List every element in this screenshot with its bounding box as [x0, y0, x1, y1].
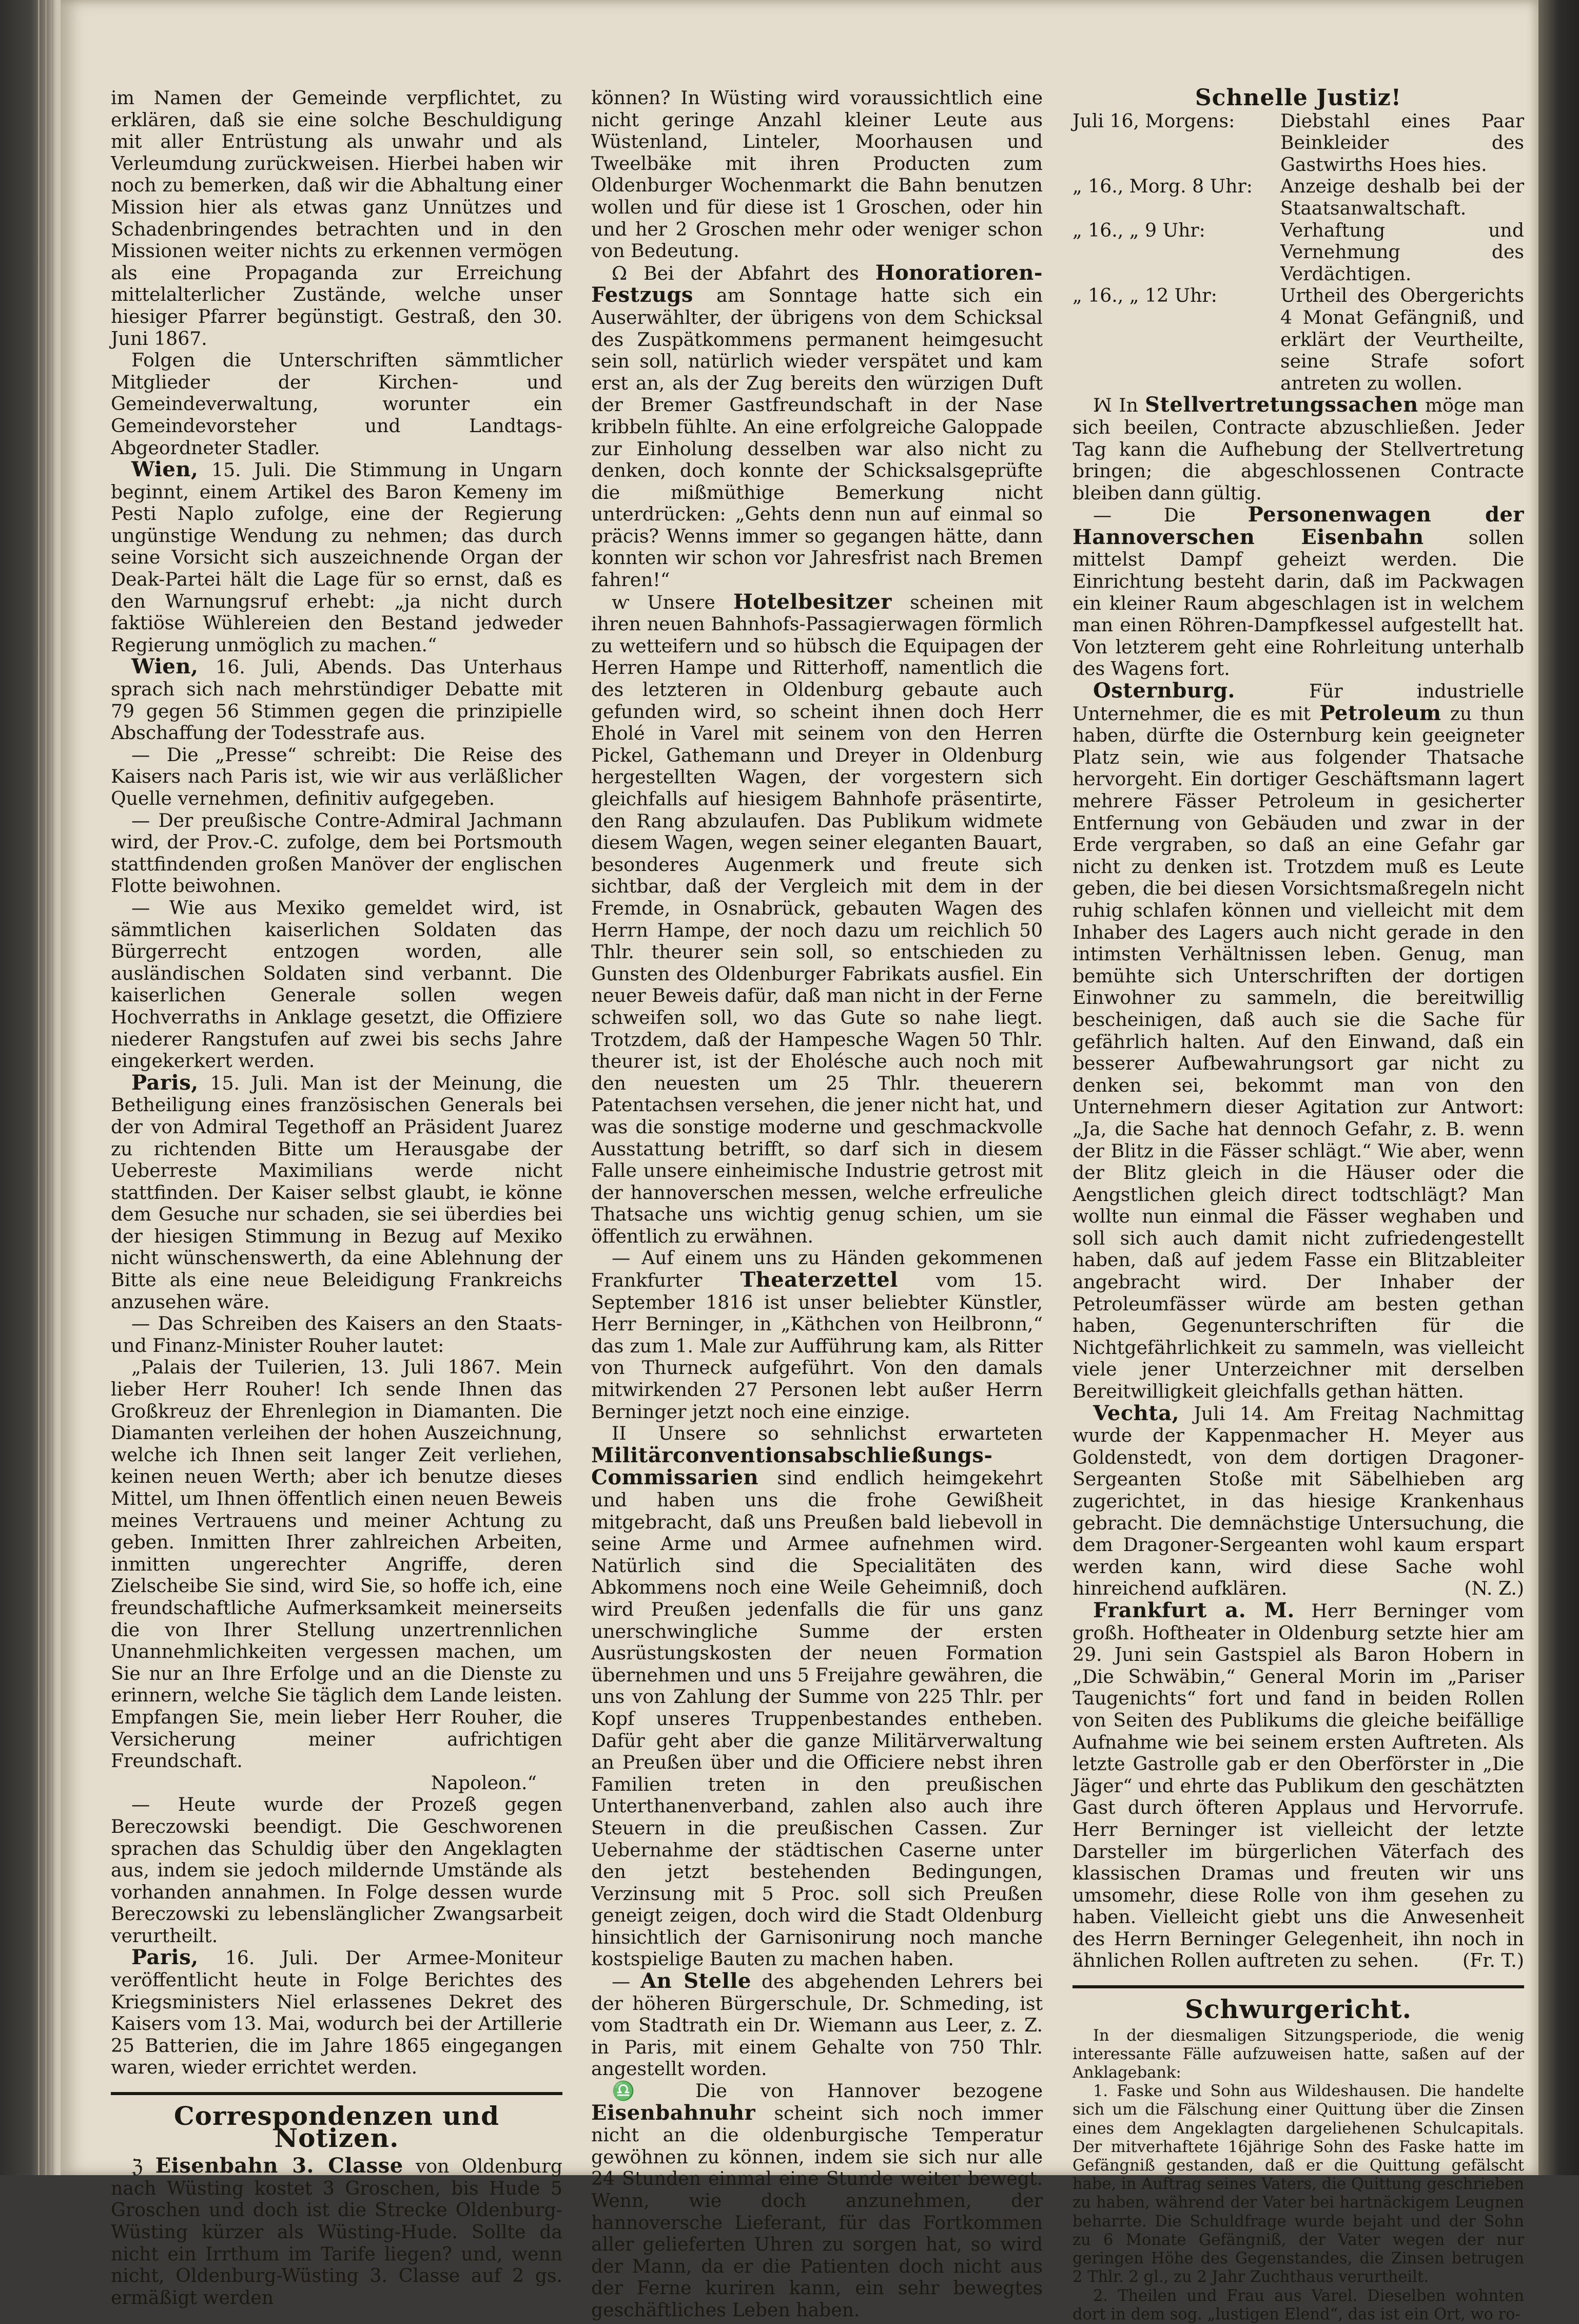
- news-text: In: [1112, 394, 1145, 417]
- news-text: —: [612, 1970, 641, 1993]
- table-cell-event: Verhaftung und Vernehmung des Verdächtigen.: [1280, 219, 1524, 285]
- keyword: An Stelle: [640, 1969, 751, 1993]
- news-text: von Oldenburg nach Wüsting kostet 3 Groschen, bis Hude 5 Groschen und doch ist die Strecke Oldenburg-Wüsting kürzer als Wüsting-Hude. Sollte da nicht ein Irrthum im Tarife liegen? und, wenn nicht, Oldenburg-Wüsting 3. Classe auf 2 gs. ermäßigt werden: [111, 2155, 562, 2309]
- news-text: — Auf einem uns zu Händen gekommenen Frankfurter: [591, 1247, 1043, 1292]
- table-row: [1073, 220, 1524, 285]
- keyword: Theaterzettel: [740, 1268, 898, 1292]
- notice-honoratioren: [591, 262, 1043, 591]
- keyword: Militärconventionsabschließungs-Commissarien: [591, 1443, 993, 1490]
- justiz-table: [1073, 110, 1524, 395]
- table-row: [1073, 110, 1524, 176]
- notice-uhr: [591, 2080, 1043, 2321]
- court-paragraph: 1. Faske und Sohn aus Wildeshausen. Die handelte sich um die Fälschung einer Quittung über die Zinsen eines dem Angeklagten dargeliehenen Schulcapitals. Der mitverhaftete 16jährige Sohn des Faske hatte im Gefängniß gestanden, daß er die Quittung gefälscht habe, in Auftrag seines Vaters, die Quittung geschrieben zu haben, während der Vater bei hartnäckigem Leugnen beharrte. Die Schuldfrage wurde bejaht und der Sohn zu 6 Monate Gefängniß, der Vater wegen der nur geringen Höhe des Gegenstandes, die Zinsen betrugen 2 Thlr. 2 gl., zu 2 Jahr Zuchthaus verurtheilt.: [1073, 2082, 1524, 2287]
- news-item-jachmann: — Der preußische Contre-Admiral Jachmann wird, der Prov.-C. zufolge, dem bei Portsmouth stattfindenden großen Manöver der englischen Flotte beiwohnen.: [111, 809, 562, 897]
- table-cell-time: „ 16., „ 12 Uhr:: [1073, 284, 1217, 307]
- notice-personenwagen: [1073, 504, 1524, 680]
- news-item-paris-2: [111, 1947, 562, 2079]
- court-paragraph: 2. Theilen und Frau aus Varel. Dieselben wohnten dort in dem sog. „lustigen Elend“, das ist ein Ort, wo ro-: [1073, 2287, 1524, 2323]
- news-text: Bei der Abfahrt des: [627, 262, 875, 284]
- news-item-mexiko: — Wie aus Mexiko gemeldet wird, ist sämmtlichen kaiserlichen Soldaten das Bürgerrecht entzogen worden, alle ausländischen Soldaten sind verbannt. Die kaiserlichen Generale sollen wegen Hochverraths in Anklage gesetzt, die Offiziere niederer Rangstufen auf zwei bis sechs Jahre eingekerkert werden.: [111, 896, 562, 1072]
- news-text: 15. Juli. Man ist der Meinung, die Betheiligung eines französischen Generals bei der von Admiral Tegethoff an Präsident Juarez zu richtenden Bitte um Herausgabe der Ueberreste Maximilians werde nicht stattfinden. Der Kaiser selbst glaubt, ie könne dem Gesuche nur schaden, sie sei überdies bei der hiesigen Stimmung in Bezug auf Mexiko nicht wünschenswerth, da eine Ablehnung der Bitte als eine neue Beleidigung Frankreichs anzusehen wäre.: [111, 1072, 562, 1313]
- notice-stellvertretung: [1073, 394, 1524, 504]
- dateline: Paris,: [131, 1945, 199, 1970]
- news-text: Die von Hannover bezogene: [662, 2080, 1043, 2102]
- news-text: scheint sich noch immer nicht an die oldenburgische Temperatur gewöhnen zu können, indem sie sich nur alle 24 Stunden einmal eine Stunde weiter bewegt. Wenn, wie doch anzunehmen, der hannoversche Lieferant, für das Fortkommen aller gelieferten Uhren zu sorgen hat, so wird der Mann, da er die Patienten doch nicht aus der Ferne kuriren kann, ein sehr bewegtes geschäftliches Leben haben.: [591, 2102, 1043, 2321]
- scan-border-right: [1538, 0, 1579, 2175]
- news-text: möge man sich beeilen, Contracte abzuschließen. Jeder Tag kann die Aufhebung der Stellvertretung bringen; die abgeschlossenen Contracte bleiben dann gültig.: [1073, 394, 1525, 504]
- news-text: Unsere: [629, 591, 733, 613]
- table-cell-time: Juli 16, Morgens:: [1073, 109, 1235, 132]
- news-item-presse: — Die „Presse“ schreibt: Die Reise des Kaisers nach Paris ist, wie wir aus verläßlicher Quelle vernehmen, definitiv aufgegeben.: [111, 743, 562, 809]
- notice-mark: ℨ: [131, 2155, 143, 2178]
- news-text: Für industrielle Unternehmer, die es mit: [1073, 680, 1524, 725]
- notice-mark: ꟽ: [1093, 394, 1113, 417]
- news-text: sollen mittelst Dampf geheizt werden. Die Einrichtung besteht darin, daß im Packwagen ein kleiner Raum abgeschlagen ist in welchem man einen Röhren-Dampfkessel aufgestellt hat. Von letzterem geht eine Rohrleitung unterhalb des Wagens fort.: [1073, 526, 1524, 680]
- table-cell-time: „ 16., „ 9 Uhr:: [1073, 219, 1205, 241]
- section-heading: Correspondenzen und Notizen.: [173, 2101, 500, 2153]
- dateline: Wien,: [131, 654, 199, 679]
- notice-mark: ⱳ: [612, 591, 629, 613]
- news-item-prozess: — Heute wurde der Prozeß gegen Bereczowski beendigt. Die Geschworenen sprachen das Schuldig über den Angeklagten aus, indem sie jedoch mildernde Umstände als vorhanden annahmen. In Folge dessen wurde Bereczowski zu lebenslänglicher Zwangsarbeit verurtheilt.: [111, 1793, 562, 1947]
- keyword: Eisenbahnuhr: [591, 2100, 756, 2125]
- table-cell-event: Urtheil des Obergerichts 4 Monat Gefängniß, und erklärt der Veurtheilte, seine Strafe sofort antreten zu wollen.: [1280, 284, 1524, 394]
- page-edge: [38, 0, 40, 2175]
- court-paragraph: In der diesmaligen Sitzungsperiode, die wenig interessante Fälle aufzuweisen hatte, saßen auf der Anklagebank:: [1073, 2026, 1524, 2082]
- table-cell-event: Diebstahl eines Paar Beinkleider des Gastwirths Hoes hies.: [1280, 109, 1524, 176]
- news-text: am Sonntage hatte sich ein Auserwählter, der übrigens von dem Schicksal des Zuspätkommens permanent heimgesucht sein soll, natürlich wieder verspätet und kam erst an, als der Zug bereits den würzigen Duft der Bremer Gastfreundschaft in der Nase kribbeln fühlte. An eine erfolgreiche Galoppade zur Einholung desselben war also nicht zu denken, doch konnte der Schicksalsgeprüfte die mißmüthige Bemerkung nicht unterdrücken: „Gehts denn nun auf einmal so präcis? Wenns immer so gegangen hätte, dann konnten wir schon vor Jahresfrist nach Bremen fahren!“: [591, 284, 1043, 591]
- news-item-wien-1: [111, 459, 562, 656]
- news-text: zu thun haben, dürfte die Osternburg kein geeigneter Platz sein, wie aus folgender Thatsache hervorgeht. Ein dortiger Geschäftsmann lagert mehrere Fässer Petroleum in gesicherter Entfernung von Gebäuden und zwar in der Erde vergraben, so daß an eine Gefahr gar nicht zu denken ist. Trotzdem muß es Leute geben, die bei diesen Vorsichtsmaßregeln nicht ruhig schlafen können und vielleicht mit dem Inhaber des Lagers auch nicht gerade in den intimsten Verhältnissen leben. Genug, man bemühte sich Unterschriften der dortigen Einwohner zu sammeln, die bereitwillig bescheinigen, daß auch sie die Sache für gefährlich halten. Auf den Einwand, daß ein besserer Aufbewahrungsort gar nicht zu denken sei, bekommt man von den Unternehmern dieser Agitation zur Antwort: „Ja, die Sache hat dennoch Gefahr, z. B. wenn der Blitz in die Fässer schlägt.“ Wie aber, wenn der Blitz gleich in die Häuser oder die Aengstlichen gleich direct todtschlägt? Man wollte nun einmal die Fässer weghaben und soll sich auch damit nicht zufriedengestellt haben, daß auf jedem Fasse ein Blitzableiter angebracht wird. Der Inhaber der Petroleumfässer würde am besten gethan haben, Gegenunterschriften für die Nichtgefährlichkeit zu sammeln, was vielleicht viele jener Unterzeichner mit derselben Bereitwilligkeit gleichfalls gethan hätten.: [1073, 702, 1524, 1403]
- news-text: — Die: [1093, 504, 1248, 527]
- news-text: Unsere so sehnlichst erwarteten: [626, 1422, 1043, 1445]
- dateline: Vechta,: [1093, 1401, 1180, 1425]
- news-item-frankfurt: [1073, 1600, 1524, 1972]
- news-text: 15. Juli. Die Stimmung in Ungarn beginnt, einem Artikel des Baron Kemeny im Pesti Naplo zufolge, eine der Regierung ungünstige Wendung zu nehmen; das durch seine Vorsicht sich auszeichnende Organ der Deak-Partei hält die Lage für so ernst, daß es den Warnungsruf erhebt: „ja nicht durch faktiöse Wühlereien den Bestand jedweder Regierung unmöglich zu machen.“: [111, 459, 562, 656]
- dateline: Osternburg.: [1093, 679, 1235, 703]
- keyword: Petroleum: [1319, 701, 1441, 725]
- news-text: des abgehenden Lehrers bei der höheren Bürgerschule, Dr. Schmeding, ist vom Stadtrath ein Dr. Wiemann aus Leer, z. Z. in Paris, mit einem Gehalte von 750 Thlr. angestellt worden.: [591, 1970, 1043, 2080]
- news-text: vom 15. September 1816 ist unser beliebter Künstler, Herr Berninger, in „Käthchen von Heilbronn,“ das zum 1. Male zur Aufführung kam, als Ritter von Thurneck aufgeführt. Von den damals mitwirkenden 27 Personen lebt außer Herrn Berninger jetzt noch eine einzige.: [591, 1269, 1043, 1423]
- news-text: 16. Juli. Der Armee-Moniteur veröffentlicht heute in Folge Berichtes des Kriegsministers Niel erlassenes Dekret des Kaisers vom 13. Mai, wodurch bei der Artillerie 25 Batterien, die im Jahre 1865 eingegangen waren, wieder errichtet werden.: [111, 1947, 562, 2079]
- source-signature: (Fr. T.): [1463, 1949, 1524, 1972]
- table-row: [1073, 285, 1524, 394]
- news-text: 16. Juli, Abends. Das Unterhaus sprach sich nach mehrstündiger Debatte mit 79 gegen 56 Stimmen gegen die prinzipielle Abschaffung der Todesstrafe aus.: [111, 656, 562, 744]
- page-edge: [52, 0, 53, 2175]
- column-1: [111, 87, 562, 2309]
- news-text: sind endlich heimgekehrt und haben uns die frohe Gewißheit mitgebracht, daß uns Preußen bald liebevoll in seine Arme und Armee aufnehmen wird. Natürlich sind die Specialitäten des Abkommens noch eine Weile Geheimniß, doch wird Preußen jedenfalls die für uns ganz unerschwingliche Summe der ersten Ausrüstungskosten der neuen Formation übernehmen und uns 5 Freijahre gewähren, die uns von Zahlung der Summe von 225 Thlr. per Kopf unseres Truppenbestandes entheben. Dafür geht aber die ganze Militärverwaltung an Preußen über und die Officiere nebst ihren Familien treten in den preußischen Unterthanenverband, zahlen also auch ihre Steuern in die preußischen Cassen. Zur Uebernahme der städtischen Caserne unter den jetzt bestehenden Bedingungen, Verzinsung mit 5 Proc. soll sich Preußen geneigt zeigen, doch wird die Stadt Oldenburg hinsichtlich der Garnisonirung noch manche kostspielige Bauten zu machen haben.: [591, 1467, 1043, 1970]
- table-cell-event: Anzeige deshalb bei der Staatsanwaltschaft.: [1280, 175, 1524, 219]
- column-2: [591, 87, 1043, 2321]
- article-paragraph: Folgen die Unterschriften sämmtlicher Mitglieder der Kirchen- und Gemeindeverwaltung, worunter ein Gemeindevorsteher und Landtags-Abgeordneter Stadler.: [111, 349, 562, 459]
- keyword: Personenwagen der Hannoverschen Eisenbahn: [1073, 502, 1524, 549]
- notice-theater: [591, 1247, 1043, 1423]
- section-heading: Schwurgericht.: [1184, 1994, 1412, 2025]
- column-3: [1073, 87, 1524, 2324]
- page-edge: [45, 0, 47, 2175]
- keyword: Hotelbesitzer: [733, 589, 892, 614]
- notice-mark: Ω: [612, 262, 628, 284]
- dateline: Wien,: [131, 457, 199, 482]
- section-heading: Schnelle Justiz!: [1195, 85, 1402, 111]
- letter-text: „Palais der Tuilerien, 13. Juli 1867. Mein lieber Herr Rouher! Ich sende Ihnen das Großkreuz der Ehrenlegion in Diamanten. Die Diamanten verleihen der hohen Auszeichnung, welche ich Ihnen seit langer Zeit verliehen, keinen neuen Werth; aber ich benutze dieses Mittel, um Ihnen öffentlich einen neuen Beweis meines Vertrauens und meiner Achtung zu geben. Inmitten Ihrer zahlreichen Arbeiten, inmitten ungerechter Angriffe, deren Zielscheibe Sie sind, wird Sie, so hoffe ich, eine freundschaftliche Aufmerksamkeit meinerseits die von Ihrer Stellung unzertrennlichen Unannehmlichkeiten vergessen machen, um Sie nur an Ihre Erfolge und an die Dienste zu erinnern, welche Sie täglich dem Lande leisten. Empfangen Sie, mein lieber Herr Rouher, die Versicherung meiner aufrichtigen Freundschaft.: [111, 1356, 562, 1772]
- notice-stelle: [591, 1970, 1043, 2080]
- notice-militaer: [591, 1423, 1043, 1970]
- keyword: Honoratioren-Festzugs: [591, 260, 1043, 307]
- notice-hotel: [591, 591, 1043, 1248]
- table-row: [1073, 176, 1524, 219]
- news-item-wien-2: [111, 656, 562, 744]
- news-text: Herr Berninger vom großh. Hoftheater in Oldenburg setzte hier am 29. Juni sein Gastspiel als Baron Hobern in „Die Schwäbin,“ General Morin im „Pariser Taugenichts“ fort und fand in beiden Rollen von Seiten des Publikums die gleiche beifällige Aufnahme wie bei seinem ersten Auftreten. Als letzte Gastrolle gab er den Oberförster in „Die Jäger“ und ehrte das Publikum den geschätzten Gast durch öfteren Applaus und Hervorrufe. Herr Berninger ist vielleicht der letzte Darsteller im bürgerlichen Väterfach des klassischen Dramas und freuten wir uns umsomehr, diese Rolle von ihm gesehen zu haben. Vielleicht giebt uns die Anwesenheit des Herrn Berninger Gelegenheit, ihn noch in ähnlichen Rollen auftreten zu sehen.: [1073, 1599, 1525, 1972]
- news-item-osternburg: [1073, 680, 1524, 1403]
- source-signature: (N. Z.): [1464, 1577, 1524, 1600]
- article-paragraph: im Namen der Gemeinde verpflichtet, zu erklären, daß sie eine solche Beschuldigung mit aller Entrüstung als unwahr und als Verleumdung zurückweisen. Hierbei haben wir noch zu bemerken, daß wir die Abhaltung einer Mission hier als etwas ganz Unnützes und Schadenbringendes betrachten und in den Missionen weiter nichts zu erkennen vermögen als eine Propaganda zur Erreichung mittelalterlicher Zustände, welche unser hiesiger Pfarrer begünstigt. Gestraß, den 30. Juni 1867.: [111, 87, 562, 350]
- keyword: Stellvertretungssachen: [1145, 393, 1418, 417]
- news-text: scheinen mit ihren neuen Bahnhofs-Passagierwagen förmlich zu wetteifern und so hübsch die Equipagen der Herren Hampe und Ritterhoff, namentlich die des letzteren in Oldenburg gebaute auch gefunden wird, so scheint ihnen doch Herr Eholé in Varel mit seinem von den Herren Pickel, Gathemann und Dreyer in Oldenburg hergestellten Wagen, der vorgestern sich gleichfalls auf hiesigem Bahnhofe präsentirte, den Rang abzulaufen. Das Publikum widmete diesem Wagen, wegen seiner eleganten Bauart, besonderes Augenmerk und freute sich sichtbar, daß der Vergleich mit dem in der Fremde, in Osnabrück, gebauten Wagen des Herrn Hampe, der noch dazu um reichlich 50 Thlr. theurer sein soll, so entschieden zu Gunsten des Oldenburger Fabrikats ausfiel. Ein neuer Beweis dafür, daß man nicht in der Ferne schweifen soll, wo das Gute so nahe liegt. Trotzdem, daß der Hampesche Wagen 50 Thlr. theurer ist, ist der Eholésche auch noch mit den neuesten um 25 Thlr. theuerern Patentachsen versehen, die jener nicht hat, und was die sonstige moderne und geschmackvolle Ausstattung betrifft, so darf sich in diesem Falle unsere einheimische Industrie getrost mit der hannoverschen messen, welche erfreuliche Thatsache uns wichtig genug schien, um sie öffentlich zu erwähnen.: [591, 591, 1043, 1247]
- letter-signature: Napoleon.“: [431, 1771, 537, 1794]
- news-item-paris-1: [111, 1072, 562, 1313]
- news-text: Juli 14. Am Freitag Nachmittag wurde der Kappenmacher H. Meyer aus Goldenstedt, von dem dortigen Dragoner-Sergeanten Stoße mit Säbelhieben arg zugerichtet, in das hiesige Krankenhaus gebracht. Die demnächstige Untersuchung, die dem Dragoner-Sergeanten wohl kaum erspart werden kann, wird diese Sache wohl hinreichend aufklären.: [1073, 1402, 1524, 1600]
- keyword: Eisenbahn 3. Classe: [155, 2154, 403, 2178]
- news-item-vechta: [1073, 1403, 1524, 1600]
- section-divider: [111, 2092, 562, 2095]
- notice-mark: II: [612, 1422, 627, 1445]
- dateline: Paris,: [131, 1070, 199, 1095]
- table-cell-time: „ 16., Morg. 8 Uhr:: [1073, 175, 1253, 198]
- news-item-schreiben: — Das Schreiben des Kaisers an den Staats- und Finanz-Minister Rouher lautet:: [111, 1312, 562, 1357]
- article-paragraph: können? In Wüsting wird voraussichtlich eine nicht geringe Anzahl kleiner Leute aus Wüstenland, Linteler, Moorhausen und Tweelbäke mit ihren Producten zum Oldenburger Wochenmarkt die Bahn benutzen wollen und für diese ist 1 Groschen, oder hin und her 2 Groschen mehr oder weniger schon von Bedeutung.: [591, 87, 1043, 262]
- notice-eisenbahn: [111, 2155, 562, 2309]
- section-divider: [1073, 1985, 1524, 1988]
- notice-mark: ♎: [612, 2080, 662, 2102]
- dateline: Frankfurt a. M.: [1093, 1598, 1295, 1622]
